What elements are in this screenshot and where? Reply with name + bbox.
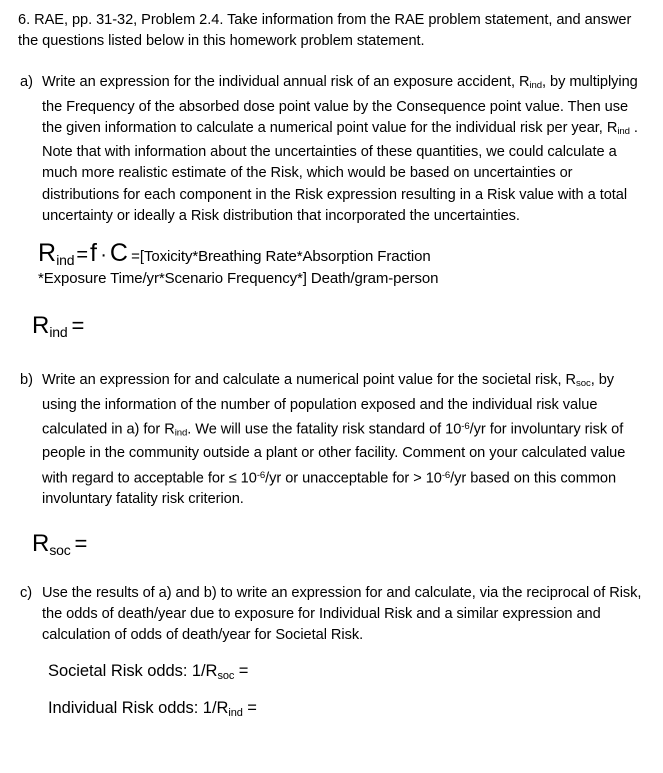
item-a-body [42,72,645,227]
item-b-text-6: /yr based on this common involuntary fatality risk criterion. [42,469,617,508]
odds-line-individual [18,699,645,720]
problem-number: 6. [18,12,31,28]
answer-slot-r-ind [18,313,645,340]
spacer [18,646,645,662]
answer-equals-soc: = [74,531,88,557]
item-b-superscript-1: -6 [461,420,470,432]
odds-individual-prefix: Individual Risk odds: 1/R [48,699,229,718]
item-a-subscript-1: ind [529,80,542,92]
formula-block [18,240,645,287]
item-b-subscript-1: soc [576,378,591,390]
item-c-label: c) [20,584,33,601]
spacer [18,340,645,370]
item-b-label: b) [20,372,33,389]
formula-bracket-line-1: [Toxicity*Breathing Rate*Absorption Fraction [139,248,431,266]
item-c-body: Use the results of a) and b) to write an expression for and calculate, via the reciprocal of Risk, the odds of death/year due to exposure for Individual Risk and a similar expression and calculation of odds of death/year for Societal Risk. [42,584,642,643]
item-b-text-4: /yr for involuntary risk of people in the community outside a plant or other facility. Comment on your calculated value with regard to acceptable for ≤ 10 [42,421,626,486]
odds-individual-subscript: ind [228,707,243,720]
item-b-text-5: /yr or unacceptable for > 10 [265,469,442,486]
formula-line-1 [38,240,645,268]
problem-heading-text: RAE, pp. 31-32, Problem 2.4. Take information from the RAE problem statement, and answer the questions listed below in this homework problem statement. [18,12,632,50]
formula-r-subscript: ind [56,252,75,269]
odds-societal-subscript: soc [217,670,235,683]
formula-c-symbol: C [109,239,129,268]
formula-equals-2: = [131,248,140,266]
item-b-text-3: . We will use the fatality risk standard of 10 [187,421,462,438]
spacer [18,510,645,531]
formula-bracket-line-2: *Exposure Time/yr*Scenario Frequency*] Death/gram-person [38,269,439,287]
item-b [18,370,645,510]
item-b-text-2: , by using the information of the number of population exposed and the individual risk value calculated in a) for R [42,372,615,438]
item-a [18,72,645,227]
item-a-text-3: . Note that with information about the uncertainties of these quantities, we could calculate a much more realistic estimate of the Risk, which would be based on uncertainties or distributions for each component in the Risk expression resulting in a Risk value with a total uncertainty or ideally a Risk distribution that incorporated the uncertainties. [42,119,638,224]
odds-line-societal [18,662,645,683]
spacer [18,52,645,72]
item-b-text-1: Write an expression for and calculate a numerical point value for the societal risk, R [42,372,577,389]
item-b-superscript-2: -6 [256,469,266,481]
spacer [18,683,645,699]
formula-f-symbol: f [90,239,98,268]
odds-societal-prefix: Societal Risk odds: 1/R [48,662,218,681]
formula-dot-operator: · [100,244,107,267]
answer-r-symbol-soc: R [32,530,50,558]
problem-heading [18,10,645,52]
item-a-text-2: , by multiplying the Frequency of the absorbed dose point value by the Consequence point value. Then use the given information to calculate a numerical point value for the individual risk per year, R [42,74,638,136]
formula-equals-1: = [76,244,89,267]
item-a-subscript-2: ind [617,126,630,138]
spacer [18,559,645,583]
answer-slot-r-soc [18,531,645,558]
formula-r-symbol: R [38,239,57,268]
answer-r-subscript-ind: ind [49,323,68,340]
item-c [18,583,645,647]
item-a-label: a) [20,74,33,91]
item-b-subscript-2: ind [174,427,188,439]
item-a-text-1: Write an expression for the individual annual risk of an exposure accident, R [42,74,530,91]
odds-societal-equals: = [234,662,249,681]
answer-r-subscript-soc: soc [49,542,71,559]
answer-equals-ind: = [71,312,85,338]
item-b-body [42,370,645,510]
spacer [18,287,645,313]
answer-r-symbol-ind: R [32,311,50,339]
odds-individual-equals: = [242,699,257,718]
item-b-superscript-3: -6 [441,469,451,481]
